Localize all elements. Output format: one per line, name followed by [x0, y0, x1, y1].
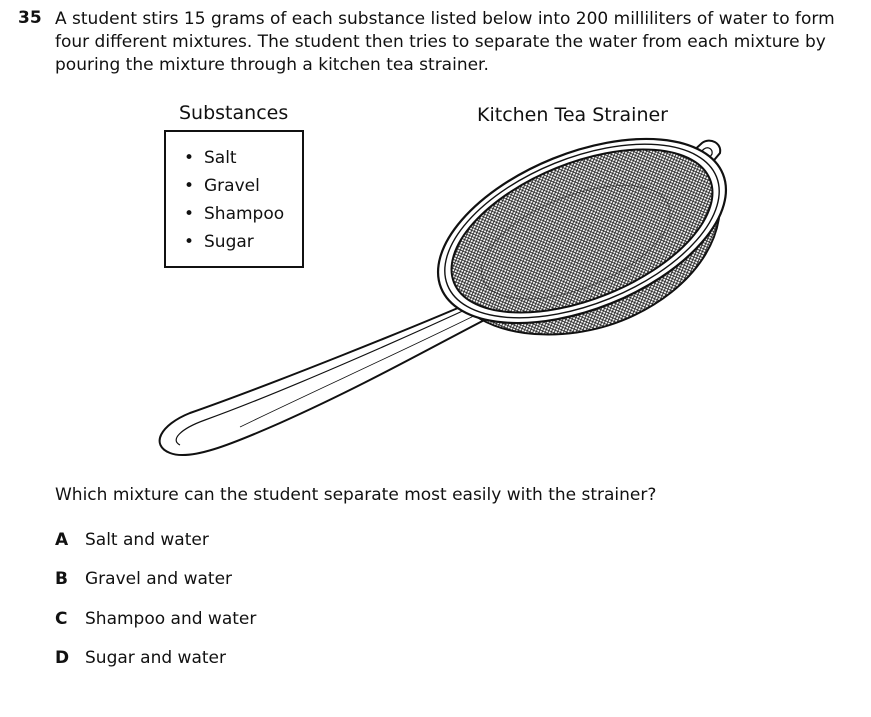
question-stem: A student stirs 15 grams of each substance listed below into 200 milliliters of water to form four different mixtures. The student then tries to separate the water from each mixture by pouring the mixture through a kitchen tea strainer. — [55, 9, 835, 75]
choice-text: Sugar and water — [85, 648, 226, 668]
substance-label: Gravel — [204, 176, 260, 196]
choice-c[interactable] — [55, 609, 256, 629]
question-number: 35 — [18, 8, 42, 28]
choice-text: Gravel and water — [85, 569, 233, 589]
substance-label: Sugar — [204, 232, 254, 252]
tea-strainer-illustration — [150, 135, 730, 465]
choice-d[interactable] — [55, 648, 226, 668]
substance-label: Shampoo — [204, 204, 285, 224]
choice-text: Salt and water — [85, 530, 209, 550]
strainer-title: Kitchen Tea Strainer — [477, 104, 668, 126]
choice-letter: B — [55, 569, 68, 589]
strainer-bowl — [412, 135, 730, 379]
choice-letter: D — [55, 648, 70, 668]
choice-letter: A — [55, 530, 69, 550]
question-prompt: Which mixture can the student separate most easily with the strainer? — [55, 485, 657, 505]
choice-a[interactable] — [55, 530, 209, 550]
choice-text: Shampoo and water — [85, 609, 257, 629]
bullet-icon: • — [184, 204, 195, 224]
substance-label: Salt — [204, 148, 237, 168]
bullet-icon: • — [184, 148, 195, 168]
choice-b[interactable] — [55, 569, 232, 589]
bullet-icon: • — [184, 232, 195, 252]
choice-letter: C — [55, 609, 68, 629]
substances-title: Substances — [179, 102, 289, 124]
strainer-handle — [160, 295, 502, 455]
bullet-icon: • — [184, 176, 195, 196]
